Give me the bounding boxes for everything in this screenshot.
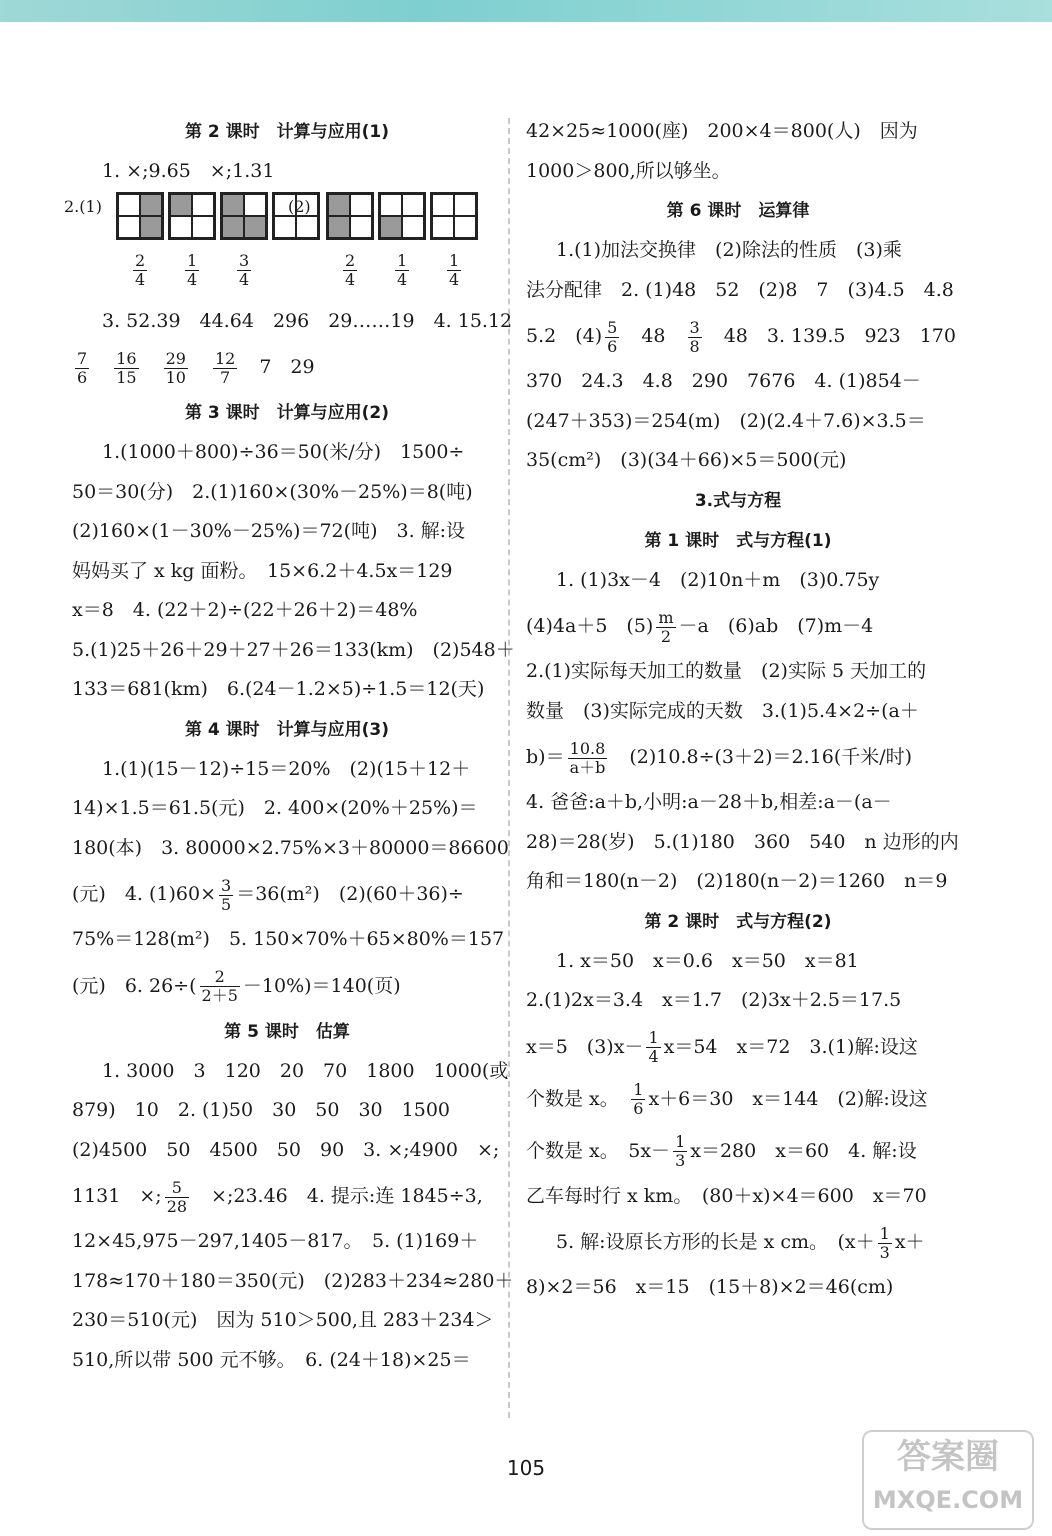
fraction: 1 4 xyxy=(187,250,198,289)
answer-line: 1131 ×; $\frac{5}{28}$ ×;23.46 4. 提示:连 1845÷3, xyxy=(72,1177,483,1216)
answer-line: (元) 4. (1)60× $\frac{3}{5}$ ＝36(m²) (2)(60＋36)÷ xyxy=(72,875,464,914)
fraction: $\frac{1}{3}$ xyxy=(675,1132,686,1170)
answer-line: 1.(1000＋800)÷36＝50(米/分) 1500÷ xyxy=(102,441,465,463)
fraction: 1 4 xyxy=(449,250,460,289)
fraction: $\frac{m}{2}$ xyxy=(658,607,674,646)
fraction-grids xyxy=(64,192,502,302)
fraction: $\frac{12}{7}$ xyxy=(214,348,236,387)
answer-line: b)＝ $\frac{10.8}{a+b}$ (2)10.8÷(3＋2)＝2.16(千米/时) xyxy=(526,738,913,777)
answer-line: 数量 (3)实际完成的天数 3.(1)5.4×2÷(a＋ xyxy=(526,699,919,722)
answer-line: (4)4a＋5 (5) $\frac{m}{2}$ －a (6)ab (7)m－4 xyxy=(526,607,874,646)
fraction: $\frac{3}{8}$ xyxy=(689,317,700,356)
answer-line: (元) 6. 26÷( $\frac{2}{2+5}$ －10%)＝140(页) xyxy=(72,967,401,1005)
answer-line: 乙车每时行 x km。 (80＋x)×4＝600 x＝70 xyxy=(526,1184,927,1207)
answer-line: 4. 爸爸:a＋b,小明:a－28＋b,相差:a－(a－ xyxy=(526,791,892,813)
fraction: $\frac{7}{6}$ xyxy=(77,348,88,387)
fraction: $\frac{5}{28}$ xyxy=(166,1177,188,1216)
answer-line: 5.(1)25＋26＋29＋27＋26＝133(km) (2)548＋ xyxy=(72,638,515,661)
answer-line: 230＝510(元) 因为 510＞500,且 283＋234＞ xyxy=(72,1309,494,1331)
section-title: 第 1 课时 式与方程(1) xyxy=(644,530,832,551)
answer-line: 879) 10 2. (1)50 30 50 30 1500 xyxy=(72,1099,450,1121)
section-title: 第 2 课时 式与方程(2) xyxy=(644,911,832,932)
watermark-url: MXQE.COM xyxy=(872,1486,1024,1514)
answer-line: 5.2 (4) $\frac{5}{6}$ 48 $\frac{3}{8}$ 48 3. 139.5 923 170 xyxy=(526,317,956,356)
grid-square xyxy=(220,192,268,240)
answer-line: 1. x＝50 x＝0.6 x＝50 x＝81 xyxy=(556,949,859,972)
page-number: 105 xyxy=(506,1456,546,1480)
answer-line: (247＋353)＝254(m) (2)(2.4＋7.6)×3.5＝ xyxy=(526,409,926,432)
grid-square xyxy=(430,192,478,240)
fraction: $\frac{1}{3}$ xyxy=(879,1223,890,1262)
section-title: 第 4 课时 计算与应用(3) xyxy=(184,719,390,740)
left-column xyxy=(64,112,515,1380)
fraction: 3 4 xyxy=(239,250,250,289)
answer-line: 1.(1)加法交换律 (2)除法的性质 (3)乘 xyxy=(556,239,902,261)
answer-line: 50＝30(分) 2.(1)160×(30%－25%)＝8(吨) xyxy=(72,480,473,503)
answer-line: 个数是 x。 5x－ $\frac{1}{3}$ x＝280 x＝60 4. 解:设 xyxy=(526,1132,917,1170)
fraction: $\frac{2}{2+5}$ xyxy=(201,967,238,1005)
chapter-title: 3.式与方程 xyxy=(694,490,782,511)
answer-line: $\frac{7}{6}$ $\frac{16}{15}$ $\frac{29}{10}$ $\frac{12}{7}$ 7 29 xyxy=(77,348,315,387)
fraction: $\frac{10.8}{a+b}$ xyxy=(569,738,606,777)
answer-line: 妈妈买了 x kg 面粉。 15×6.2＋4.5x＝129 xyxy=(72,559,453,582)
top-color-band xyxy=(0,0,1052,22)
fraction: 2 4 xyxy=(135,250,146,289)
grid-square xyxy=(168,192,216,240)
answer-line: 3. 52.39 44.64 296 29……19 4. 15.12 xyxy=(102,309,513,332)
answer-line: 1. 3000 3 120 20 70 1800 1000(或 xyxy=(102,1059,509,1082)
answer-line: 12×45,975－297,1405－817。 5. (1)169＋ xyxy=(72,1230,479,1252)
fraction: 1 4 xyxy=(397,250,408,289)
answer-line: 法分配律 2. (1)48 52 (2)8 7 (3)4.5 4.8 xyxy=(526,278,954,301)
fraction: $\frac{3}{5}$ xyxy=(221,875,232,914)
grid-square xyxy=(326,192,374,240)
answer-line: x＝8 4. (22＋2)÷(22＋26＋2)＝48% xyxy=(72,599,418,621)
section-title: 第 5 课时 估算 xyxy=(224,1021,350,1042)
answer-line: (2)4500 50 4500 50 90 3. ×;4900 ×; xyxy=(72,1138,500,1161)
fraction: $\frac{1}{4}$ xyxy=(648,1028,659,1066)
answer-line: 1. ×;9.65 ×;1.31 xyxy=(102,160,275,182)
grid-square xyxy=(378,192,426,240)
answer-line: 8)×2＝56 x＝15 (15＋8)×2＝46(cm) xyxy=(526,1276,894,1298)
answer-line: 370 24.3 4.8 290 7676 4. (1)854－ xyxy=(526,370,921,392)
answer-line: 1. (1)3x－4 (2)10n＋m (3)0.75y xyxy=(556,568,880,591)
grid-square xyxy=(272,192,320,240)
answer-line: 28)＝28(岁) 5.(1)180 360 540 n 边形的内 xyxy=(526,830,959,853)
answer-line: 1000＞800,所以够坐。 xyxy=(526,159,731,182)
answer-line: 133＝681(km) 6.(24－1.2×5)÷1.5＝12(天) xyxy=(72,678,485,700)
fraction: $\frac{16}{15}$ xyxy=(116,348,137,387)
watermark-text: 答案圈 xyxy=(897,1437,999,1477)
answer-line: x＝5 (3)x－ $\frac{1}{4}$ x＝54 x＝72 3.(1)解:设这 xyxy=(526,1028,918,1066)
answer-line: 42×25≈1000(座) 200×4＝800(人) 因为 xyxy=(526,120,918,142)
answer-line: 2.(1)实际每天加工的数量 (2)实际 5 天加工的 xyxy=(526,660,927,682)
answer-line: 2.(1)2x＝3.4 x＝1.7 (2)3x＋2.5＝17.5 xyxy=(526,989,902,1011)
section-title: 第 2 课时 计算与应用(1) xyxy=(184,122,390,142)
answer-line: 个数是 x。 $\frac{1}{6}$ x＋6＝30 x＝144 (2)解:设这 xyxy=(526,1080,928,1118)
answer-line: (2)160×(1－30%－25%)＝72(吨) 3. 解:设 xyxy=(72,520,466,542)
answer-line: 75%＝128(m²) 5. 150×70%＋65×80%＝157 xyxy=(72,928,505,950)
grid-label-1: 2.(1) xyxy=(64,196,102,216)
answer-line: 5. 解:设原长方形的长是 x cm。 (x＋ $\frac{1}{3}$ x＋ xyxy=(556,1223,925,1262)
grid-square xyxy=(116,192,164,240)
fraction: 2 4 xyxy=(345,250,356,289)
answer-line: 180(本) 3. 80000×2.75%×3＋80000＝86600 xyxy=(72,836,509,859)
answer-line: 角和＝180(n－2) (2)180(n－2)＝1260 n＝9 xyxy=(526,870,948,892)
fraction: $\frac{5}{6}$ xyxy=(607,317,618,356)
answer-line: 178≈170＋180＝350(元) (2)283＋234≈280＋ xyxy=(72,1269,514,1292)
answer-line: 1.(1)(15－12)÷15＝20% (2)(15＋12＋ xyxy=(102,757,471,780)
answer-line: 35(cm²) (3)(34＋66)×5＝500(元) xyxy=(526,449,847,471)
section-title: 第 6 课时 运算律 xyxy=(666,201,810,221)
right-column xyxy=(526,112,959,1308)
fraction: $\frac{29}{10}$ xyxy=(165,348,186,387)
watermark-logo xyxy=(862,1430,1034,1530)
grid-label-2: (2) xyxy=(288,196,311,216)
fraction: $\frac{1}{6}$ xyxy=(633,1080,644,1118)
section-title: 第 3 课时 计算与应用(2) xyxy=(184,403,390,423)
answer-line: 510,所以带 500 元不够。 6. (24＋18)×25＝ xyxy=(72,1348,471,1371)
answer-line: 14)×1.5＝61.5(元) 2. 400×(20%＋25%)＝ xyxy=(72,797,478,819)
